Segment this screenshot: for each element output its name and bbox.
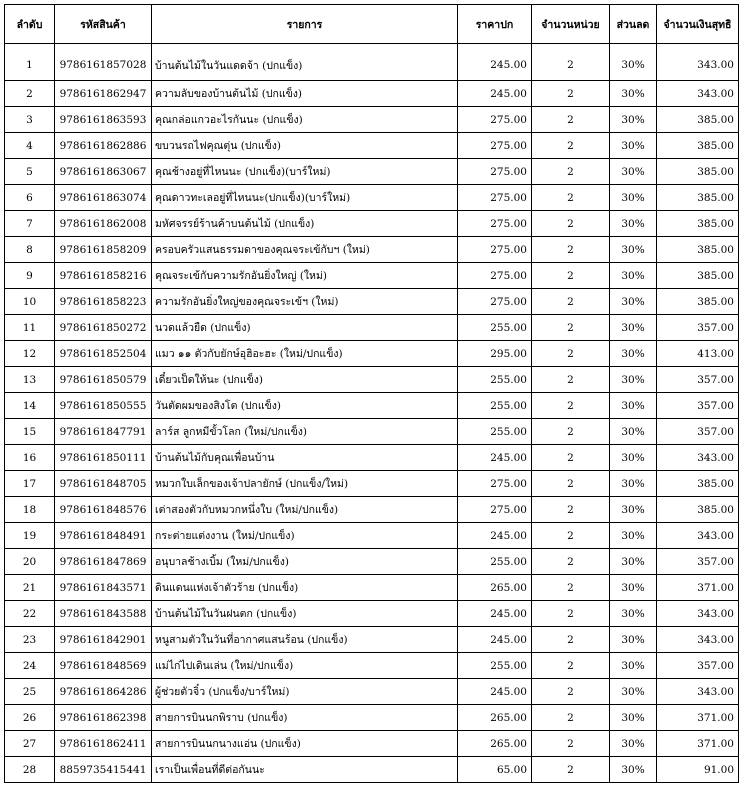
item-name-cell: คุณจระเข้กับความรักอันยิ่งใหญ่ (ใหม่) (152, 263, 458, 289)
table-row (5, 445, 739, 471)
sku-cell: 9786161843571 (55, 575, 152, 601)
item-name-cell: นวดแล้วยืด (ปกแข็ง) (152, 315, 458, 341)
table-row (5, 367, 739, 393)
item-name-cell: สายการบินนกนางแอ่น (ปกแข็ง) (152, 731, 458, 757)
table-row (5, 679, 739, 705)
discount-cell: 30% (610, 133, 657, 159)
discount-cell: 30% (610, 731, 657, 757)
sku-cell: 9786161862947 (55, 81, 152, 107)
sku-cell: 9786161842901 (55, 627, 152, 653)
quantity-cell: 2 (532, 601, 610, 627)
item-name-cell: หนูสามตัวในวันที่อากาศแสนร้อน (ปกแข็ง) (152, 627, 458, 653)
net-amount-cell: 413.00 (657, 341, 739, 367)
quantity-cell: 2 (532, 107, 610, 133)
discount-cell: 30% (610, 627, 657, 653)
sku-cell: 9786161863074 (55, 185, 152, 211)
sku-cell: 9786161858209 (55, 237, 152, 263)
net-amount-cell: 357.00 (657, 549, 739, 575)
table-row (5, 159, 739, 185)
row-number: 14 (5, 393, 55, 419)
row-number: 12 (5, 341, 55, 367)
price-cell: 245.00 (458, 445, 532, 471)
header-row (5, 5, 739, 44)
header-discount: ส่วนลด (610, 5, 657, 44)
price-cell: 245.00 (458, 44, 532, 81)
header-price: ราคาปก (458, 5, 532, 44)
discount-cell: 30% (610, 81, 657, 107)
quantity-cell: 2 (532, 705, 610, 731)
discount-cell: 30% (610, 575, 657, 601)
sku-cell: 9786161862008 (55, 211, 152, 237)
item-name-cell: ขบวนรถไฟคุณตุ่น (ปกแข็ง) (152, 133, 458, 159)
table-row (5, 341, 739, 367)
row-number: 18 (5, 497, 55, 523)
table-row (5, 419, 739, 445)
quantity-cell: 2 (532, 679, 610, 705)
item-name-cell: เราเป็นเพื่อนที่ดีต่อกันนะ (152, 757, 458, 783)
quantity-cell: 2 (532, 81, 610, 107)
price-cell: 255.00 (458, 653, 532, 679)
discount-cell: 30% (610, 419, 657, 445)
net-amount-cell: 357.00 (657, 315, 739, 341)
quantity-cell: 2 (532, 445, 610, 471)
price-cell: 275.00 (458, 497, 532, 523)
price-cell: 275.00 (458, 289, 532, 315)
header-name: รายการ (152, 5, 458, 44)
price-cell: 265.00 (458, 731, 532, 757)
discount-cell: 30% (610, 185, 657, 211)
row-number: 20 (5, 549, 55, 575)
table-row (5, 497, 739, 523)
discount-cell: 30% (610, 107, 657, 133)
quantity-cell: 2 (532, 237, 610, 263)
discount-cell: 30% (610, 705, 657, 731)
net-amount-cell: 343.00 (657, 81, 739, 107)
quantity-cell: 2 (532, 575, 610, 601)
sku-cell: 9786161863593 (55, 107, 152, 133)
item-name-cell: คุณช้างอยู่ที่ไหนนะ (ปกแข็ง)(บาร์ใหม่) (152, 159, 458, 185)
item-name-cell: อนุบาลช้างเบิ้ม (ใหม่/ปกแข็ง) (152, 549, 458, 575)
discount-cell: 30% (610, 393, 657, 419)
discount-cell: 30% (610, 315, 657, 341)
header-sku: รหัสสินค้า (55, 5, 152, 44)
quantity-cell: 2 (532, 653, 610, 679)
price-cell: 265.00 (458, 575, 532, 601)
item-name-cell: สายการบินนกพิราบ (ปกแข็ง) (152, 705, 458, 731)
net-amount-cell: 343.00 (657, 523, 739, 549)
row-number: 6 (5, 185, 55, 211)
price-cell: 255.00 (458, 419, 532, 445)
row-number: 28 (5, 757, 55, 783)
sku-cell: 9786161847869 (55, 549, 152, 575)
row-number: 25 (5, 679, 55, 705)
price-cell: 245.00 (458, 627, 532, 653)
row-number: 26 (5, 705, 55, 731)
net-amount-cell: 357.00 (657, 393, 739, 419)
item-name-cell: บ้านต้นไม้ในวันฝนตก (ปกแข็ง) (152, 601, 458, 627)
row-number: 17 (5, 471, 55, 497)
table-row (5, 757, 739, 783)
discount-cell: 30% (610, 757, 657, 783)
row-number: 19 (5, 523, 55, 549)
row-number: 21 (5, 575, 55, 601)
item-name-cell: ลาร์ส ลูกหมีขั้วโลก (ใหม่/ปกแข็ง) (152, 419, 458, 445)
net-amount-cell: 385.00 (657, 289, 739, 315)
net-amount-cell: 343.00 (657, 601, 739, 627)
price-cell: 255.00 (458, 393, 532, 419)
quantity-cell: 2 (532, 393, 610, 419)
table-row (5, 601, 739, 627)
item-name-cell: ดินแดนแห่งเจ้าตัวร้าย (ปกแข็ง) (152, 575, 458, 601)
sku-cell: 9786161848491 (55, 523, 152, 549)
sku-cell: 9786161847791 (55, 419, 152, 445)
price-cell: 245.00 (458, 523, 532, 549)
quantity-cell: 2 (532, 315, 610, 341)
quantity-cell: 2 (532, 133, 610, 159)
table-row (5, 705, 739, 731)
table-row (5, 653, 739, 679)
row-number: 4 (5, 133, 55, 159)
table-row (5, 133, 739, 159)
item-name-cell: คุณดาวทะเลอยู่ที่ไหนนะ(ปกแข็ง)(บาร์ใหม่) (152, 185, 458, 211)
price-cell: 275.00 (458, 159, 532, 185)
net-amount-cell: 357.00 (657, 653, 739, 679)
net-amount-cell: 385.00 (657, 237, 739, 263)
table-row (5, 237, 739, 263)
discount-cell: 30% (610, 263, 657, 289)
price-cell: 245.00 (458, 601, 532, 627)
item-name-cell: เต่าสองตัวกับหมวกหนึ่งใบ (ใหม่/ปกแข็ง) (152, 497, 458, 523)
net-amount-cell: 385.00 (657, 497, 739, 523)
sku-cell: 9786161850555 (55, 393, 152, 419)
item-name-cell: บ้านต้นไม้ในวันแดดจ้า (ปกแข็ง) (152, 44, 458, 81)
quantity-cell: 2 (532, 471, 610, 497)
price-cell: 245.00 (458, 81, 532, 107)
net-amount-cell: 385.00 (657, 133, 739, 159)
quantity-cell: 2 (532, 549, 610, 575)
item-name-cell: แม่ไก่ไปเดินเล่น (ใหม่/ปกแข็ง) (152, 653, 458, 679)
discount-cell: 30% (610, 471, 657, 497)
quantity-cell: 2 (532, 497, 610, 523)
row-number: 1 (5, 44, 55, 81)
price-cell: 275.00 (458, 133, 532, 159)
row-number: 7 (5, 211, 55, 237)
quantity-cell: 2 (532, 731, 610, 757)
row-number: 5 (5, 159, 55, 185)
table-row (5, 315, 739, 341)
price-cell: 265.00 (458, 705, 532, 731)
price-cell: 275.00 (458, 185, 532, 211)
net-amount-cell: 371.00 (657, 705, 739, 731)
sku-cell: 9786161850272 (55, 315, 152, 341)
price-cell: 295.00 (458, 341, 532, 367)
item-name-cell: มหัศจรรย์ร้านค้าบนต้นไม้ (ปกแข็ง) (152, 211, 458, 237)
sku-cell: 8859735415441 (55, 757, 152, 783)
table-row (5, 627, 739, 653)
table-row (5, 107, 739, 133)
table-row (5, 731, 739, 757)
table-row (5, 263, 739, 289)
quantity-cell: 2 (532, 44, 610, 81)
row-number: 13 (5, 367, 55, 393)
sku-cell: 9786161862886 (55, 133, 152, 159)
quantity-cell: 2 (532, 523, 610, 549)
discount-cell: 30% (610, 523, 657, 549)
order-table (4, 4, 739, 783)
net-amount-cell: 385.00 (657, 471, 739, 497)
header-no: ลำดับ (5, 5, 55, 44)
sku-cell: 9786161857028 (55, 44, 152, 81)
discount-cell: 30% (610, 445, 657, 471)
price-cell: 65.00 (458, 757, 532, 783)
table-row (5, 81, 739, 107)
discount-cell: 30% (610, 211, 657, 237)
quantity-cell: 2 (532, 159, 610, 185)
row-number: 23 (5, 627, 55, 653)
sku-cell: 9786161850111 (55, 445, 152, 471)
price-cell: 255.00 (458, 367, 532, 393)
sku-cell: 9786161848576 (55, 497, 152, 523)
row-number: 27 (5, 731, 55, 757)
row-number: 16 (5, 445, 55, 471)
table-header (5, 5, 739, 44)
table-row (5, 44, 739, 81)
row-number: 22 (5, 601, 55, 627)
net-amount-cell: 371.00 (657, 575, 739, 601)
quantity-cell: 2 (532, 211, 610, 237)
table-row (5, 289, 739, 315)
row-number: 2 (5, 81, 55, 107)
discount-cell: 30% (610, 341, 657, 367)
discount-cell: 30% (610, 237, 657, 263)
item-name-cell: คุณกล่อแกวอะไรกันนะ (ปกแข็ง) (152, 107, 458, 133)
sku-cell: 9786161858216 (55, 263, 152, 289)
net-amount-cell: 385.00 (657, 263, 739, 289)
header-qty: จำนวนหน่วย (532, 5, 610, 44)
sku-cell: 9786161858223 (55, 289, 152, 315)
quantity-cell: 2 (532, 627, 610, 653)
price-cell: 275.00 (458, 211, 532, 237)
net-amount-cell: 357.00 (657, 419, 739, 445)
discount-cell: 30% (610, 549, 657, 575)
net-amount-cell: 343.00 (657, 627, 739, 653)
net-amount-cell: 357.00 (657, 367, 739, 393)
discount-cell: 30% (610, 44, 657, 81)
item-name-cell: ความลับของบ้านต้นไม้ (ปกแข็ง) (152, 81, 458, 107)
table-row (5, 393, 739, 419)
table-row (5, 185, 739, 211)
header-net: จำนวนเงินสุทธิ (657, 5, 739, 44)
sku-cell: 9786161852504 (55, 341, 152, 367)
net-amount-cell: 91.00 (657, 757, 739, 783)
price-cell: 275.00 (458, 237, 532, 263)
net-amount-cell: 385.00 (657, 211, 739, 237)
net-amount-cell: 343.00 (657, 445, 739, 471)
table-row (5, 211, 739, 237)
price-cell: 245.00 (458, 679, 532, 705)
table-row (5, 471, 739, 497)
price-cell: 255.00 (458, 549, 532, 575)
price-cell: 255.00 (458, 315, 532, 341)
net-amount-cell: 343.00 (657, 44, 739, 81)
item-name-cell: ครอบครัวแสนธรรมดาของคุณจระเข้กับฯ (ใหม่) (152, 237, 458, 263)
item-name-cell: บ้านต้นไม้กับคุณเพื่อนบ้าน (152, 445, 458, 471)
item-name-cell: แมว ๑๑ ตัวกับยักษ์อุฮิอะฮะ (ใหม่/ปกแข็ง) (152, 341, 458, 367)
item-name-cell: ความรักอันยิ่งใหญ่ของคุณจระเข้ฯ (ใหม่) (152, 289, 458, 315)
row-number: 10 (5, 289, 55, 315)
sku-cell: 9786161864286 (55, 679, 152, 705)
quantity-cell: 2 (532, 419, 610, 445)
item-name-cell: ผู้ช่วยตัวจิ๋ว (ปกแข็ง/บาร์ใหม่) (152, 679, 458, 705)
price-cell: 275.00 (458, 471, 532, 497)
row-number: 9 (5, 263, 55, 289)
sku-cell: 9786161862398 (55, 705, 152, 731)
sku-cell: 9786161862411 (55, 731, 152, 757)
table-body (5, 44, 739, 783)
net-amount-cell: 371.00 (657, 731, 739, 757)
quantity-cell: 2 (532, 341, 610, 367)
item-name-cell: เดี๋ยวเป็ดให้นะ (ปกแข็ง) (152, 367, 458, 393)
net-amount-cell: 385.00 (657, 107, 739, 133)
sku-cell: 9786161863067 (55, 159, 152, 185)
sku-cell: 9786161850579 (55, 367, 152, 393)
discount-cell: 30% (610, 289, 657, 315)
item-name-cell: หมวกใบเล็กของเจ้าปลายักษ์ (ปกแข็ง/ใหม่) (152, 471, 458, 497)
row-number: 3 (5, 107, 55, 133)
table-row (5, 549, 739, 575)
row-number: 11 (5, 315, 55, 341)
row-number: 15 (5, 419, 55, 445)
sku-cell: 9786161848705 (55, 471, 152, 497)
row-number: 24 (5, 653, 55, 679)
table-row (5, 523, 739, 549)
item-name-cell: วันตัดผมของสิงโต (ปกแข็ง) (152, 393, 458, 419)
price-cell: 275.00 (458, 107, 532, 133)
quantity-cell: 2 (532, 263, 610, 289)
quantity-cell: 2 (532, 185, 610, 211)
discount-cell: 30% (610, 497, 657, 523)
discount-cell: 30% (610, 601, 657, 627)
price-cell: 275.00 (458, 263, 532, 289)
sku-cell: 9786161848569 (55, 653, 152, 679)
discount-cell: 30% (610, 159, 657, 185)
quantity-cell: 2 (532, 757, 610, 783)
discount-cell: 30% (610, 367, 657, 393)
quantity-cell: 2 (532, 289, 610, 315)
net-amount-cell: 343.00 (657, 679, 739, 705)
quantity-cell: 2 (532, 367, 610, 393)
item-name-cell: กระต่ายแต่งงาน (ใหม่/ปกแข็ง) (152, 523, 458, 549)
sku-cell: 9786161843588 (55, 601, 152, 627)
table-row (5, 575, 739, 601)
net-amount-cell: 385.00 (657, 185, 739, 211)
row-number: 8 (5, 237, 55, 263)
discount-cell: 30% (610, 679, 657, 705)
discount-cell: 30% (610, 653, 657, 679)
net-amount-cell: 385.00 (657, 159, 739, 185)
